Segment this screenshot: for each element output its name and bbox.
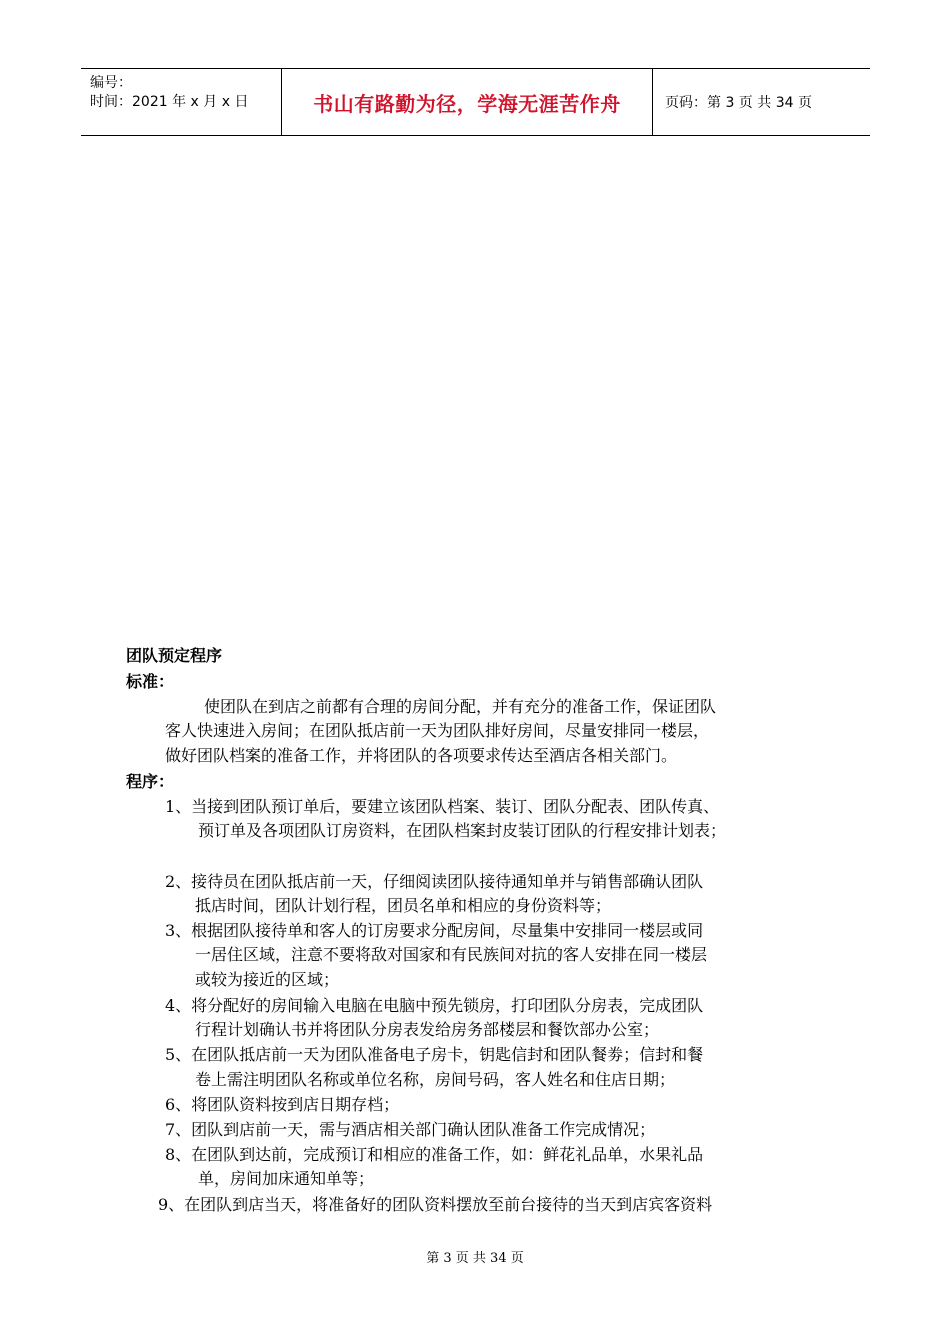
procedure-line: 卷上需注明团队名称或单位名称，房间号码，客人姓名和住店日期； (195, 1070, 676, 1089)
procedure-line: 单，房间加床通知单等； (198, 1169, 375, 1188)
procedure-line: 9、在团队到店当天，将准备好的团队资料摆放至前台接待的当天到店宾客资料 (158, 1195, 713, 1214)
standard-line: 客人快速进入房间；在团队抵店前一天为团队排好房间，尽量安排同一楼层， (165, 721, 710, 740)
header-page-info: 页码：第 3 页 共 34 页 (665, 95, 812, 111)
procedure-line: 行程计划确认书并将团队分房表发给房务部楼层和餐饮部办公室； (195, 1020, 660, 1039)
header-time: 时间：2021 年 x 月 x 日 (90, 94, 249, 110)
procedure-line: 抵店时间，团队计划行程，团员名单和相应的身份资料等； (195, 896, 612, 915)
procedure-line: 一居住区域，注意不要将敌对国家和有民族间对抗的客人安排在同一楼层 (195, 945, 708, 964)
standard-line: 使团队在到店之前都有合理的房间分配，并有充分的准备工作，保证团队 (204, 697, 717, 716)
procedure-line: 7、团队到店前一天，需与酒店相关部门确认团队准备工作完成情况； (165, 1120, 656, 1139)
procedure-line: 4、将分配好的房间输入电脑在电脑中预先锁房，打印团队分房表，完成团队 (165, 996, 704, 1015)
header-motto: 书山有路勤为径，学海无涯苦作舟 (313, 91, 621, 116)
procedure-line: 6、将团队资料按到店日期存档； (165, 1095, 400, 1114)
header-motto-cell (282, 69, 653, 135)
page-footer: 第 3 页 共 34 页 (426, 1251, 524, 1266)
procedure-line: 1、当接到团队预订单后，要建立该团队档案、装订、团队分配表、团队传真、 (165, 797, 720, 816)
doc-title: 团队预定程序 (126, 646, 223, 665)
header-meta (81, 69, 282, 135)
procedure-line: 或较为接近的区域； (195, 970, 340, 989)
procedure-heading: 程序： (126, 772, 175, 791)
procedure-line: 3、根据团队接待单和客人的订房要求分配房间，尽量集中安排同一楼层或同 (165, 921, 704, 940)
standard-heading: 标准： (126, 672, 175, 691)
page-header (81, 68, 870, 136)
standard-line: 做好团队档案的准备工作，并将团队的各项要求传达至酒店各相关部门。 (165, 746, 678, 765)
procedure-line: 8、在团队到达前，完成预订和相应的准备工作，如：鲜花礼品单，水果礼品 (165, 1145, 704, 1164)
procedure-line: 预订单及各项团队订房资料，在团队档案封皮装订团队的行程安排计划表； (198, 821, 727, 840)
procedure-line: 5、在团队抵店前一天为团队准备电子房卡，钥匙信封和团队餐劵；信封和餐 (165, 1045, 704, 1064)
header-number: 编号： (90, 75, 132, 91)
procedure-line: 2、接待员在团队抵店前一天，仔细阅读团队接待通知单并与销售部确认团队 (165, 872, 704, 891)
